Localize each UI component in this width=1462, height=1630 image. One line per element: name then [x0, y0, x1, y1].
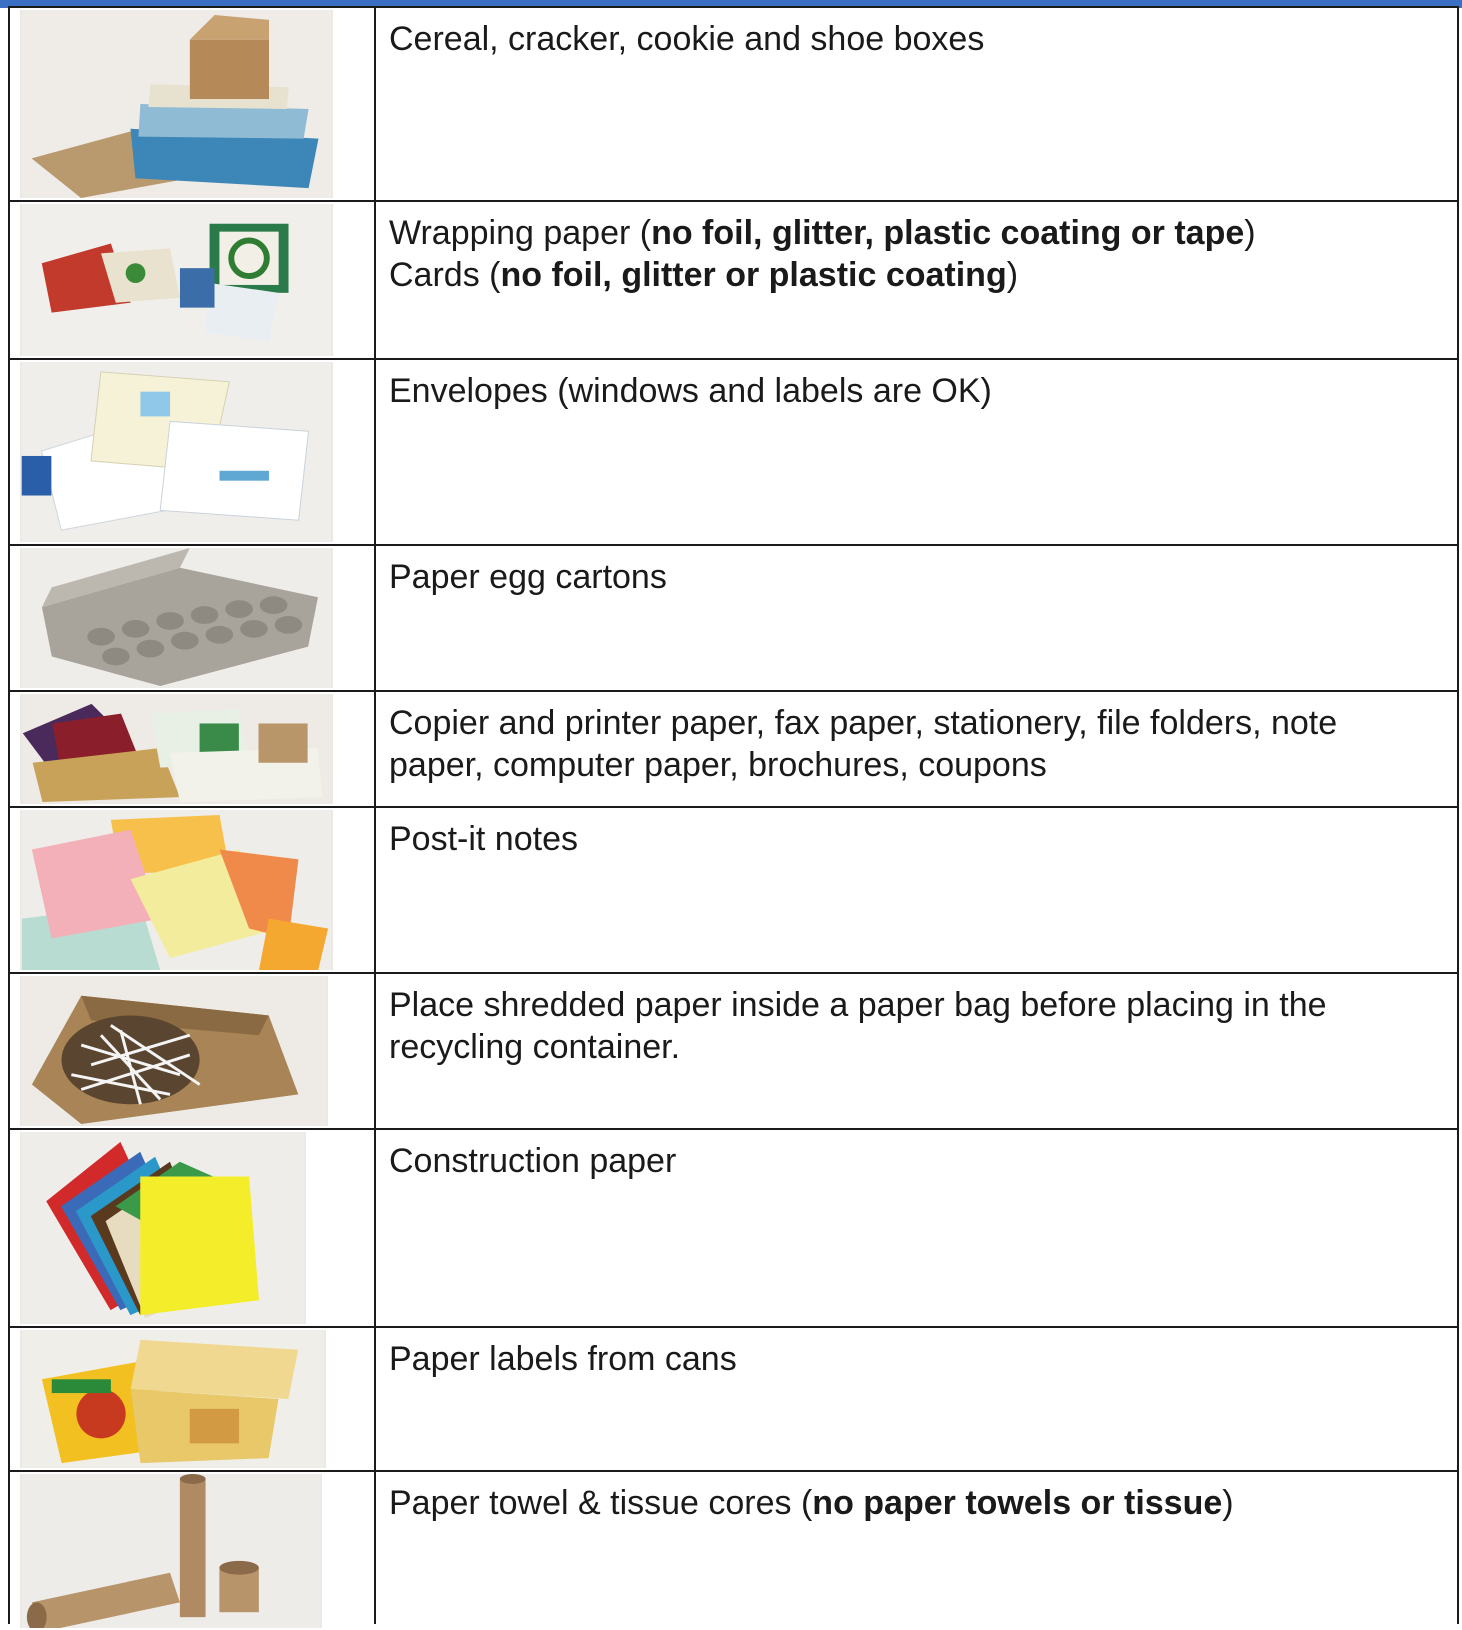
- row-text-line: [389, 1482, 1449, 1524]
- row-text-line: [389, 212, 1449, 254]
- row-text: [389, 1482, 1449, 1524]
- row-text-line: [389, 1140, 1449, 1182]
- table-border-right: [1457, 6, 1459, 1624]
- table-row: [8, 358, 1459, 544]
- row-text-line: [389, 702, 1449, 744]
- row-text-segment: Place shredded paper inside a paper bag before placing in the: [389, 986, 1327, 1024]
- cereal-boxes-photo: [20, 10, 333, 198]
- shredded-paper-bag-photo: [20, 976, 328, 1126]
- row-text-segment: ): [1006, 256, 1019, 294]
- row-text: [389, 212, 1449, 296]
- row-text-segment: Cereal, cracker, cookie and shoe boxes: [389, 20, 985, 58]
- row-text-segment: paper, computer paper, brochures, coupons: [389, 746, 1047, 784]
- row-text-segment: Envelopes (windows and labels are OK): [389, 372, 992, 410]
- row-text: [389, 556, 1449, 598]
- post-it-notes-photo: [20, 810, 333, 970]
- row-text-segment: Paper labels from cans: [389, 1340, 737, 1378]
- row-text-segment: ): [1244, 214, 1256, 252]
- row-text-line: [389, 18, 1449, 60]
- row-text-segment: Cards (: [389, 256, 501, 294]
- cardboard-tubes-photo: [20, 1474, 322, 1628]
- row-text: [389, 818, 1449, 860]
- row-text: [389, 370, 1449, 412]
- row-text: [389, 1140, 1449, 1182]
- table-border-left: [8, 6, 10, 1624]
- table-row: [8, 1470, 1459, 1630]
- row-text-line: [389, 818, 1449, 860]
- row-text-segment: Paper egg cartons: [389, 558, 667, 596]
- row-text-segment: ): [1222, 1484, 1234, 1522]
- can-labels-photo: [20, 1330, 326, 1468]
- row-text-segment: recycling container.: [389, 1028, 681, 1066]
- row-text: [389, 984, 1449, 1068]
- table-row: [8, 972, 1459, 1128]
- row-text-line: [389, 370, 1449, 412]
- row-text-line: [389, 254, 1449, 296]
- row-text-segment: Copier and printer paper, fax paper, stationery, file folders, note: [389, 704, 1338, 742]
- wrapping-paper-cards-photo: [20, 204, 333, 356]
- table-row: [8, 200, 1459, 358]
- row-text-emphasis: no foil, glitter, plastic coating or tape: [651, 214, 1245, 252]
- row-text: [389, 1338, 1449, 1380]
- row-text-line: [389, 556, 1449, 598]
- row-text: [389, 702, 1449, 786]
- office-paper-photo: [20, 694, 333, 804]
- table-row: [8, 544, 1459, 690]
- row-text-line: [389, 1338, 1449, 1380]
- row-text-segment: Construction paper: [389, 1142, 677, 1180]
- table-row: [8, 690, 1459, 806]
- table-column-divider: [374, 6, 376, 1624]
- table-row: [8, 1128, 1459, 1326]
- row-text-line: [389, 984, 1449, 1026]
- row-text-emphasis: no paper towels or tissue: [812, 1484, 1223, 1522]
- table-row: [8, 6, 1459, 200]
- row-text-segment: Post-it notes: [389, 820, 578, 858]
- row-text: [389, 18, 1449, 60]
- row-text-emphasis: no foil, glitter or plastic coating: [500, 256, 1007, 294]
- table-row: [8, 806, 1459, 972]
- construction-paper-photo: [20, 1132, 306, 1324]
- envelopes-photo: [20, 362, 333, 542]
- table-row: [8, 1326, 1459, 1470]
- row-text-line: [389, 1026, 1449, 1068]
- egg-carton-photo: [20, 548, 333, 688]
- row-text-line: [389, 744, 1449, 786]
- row-text-segment: Paper towel & tissue cores (: [389, 1484, 813, 1522]
- row-text-segment: Wrapping paper (: [389, 214, 652, 252]
